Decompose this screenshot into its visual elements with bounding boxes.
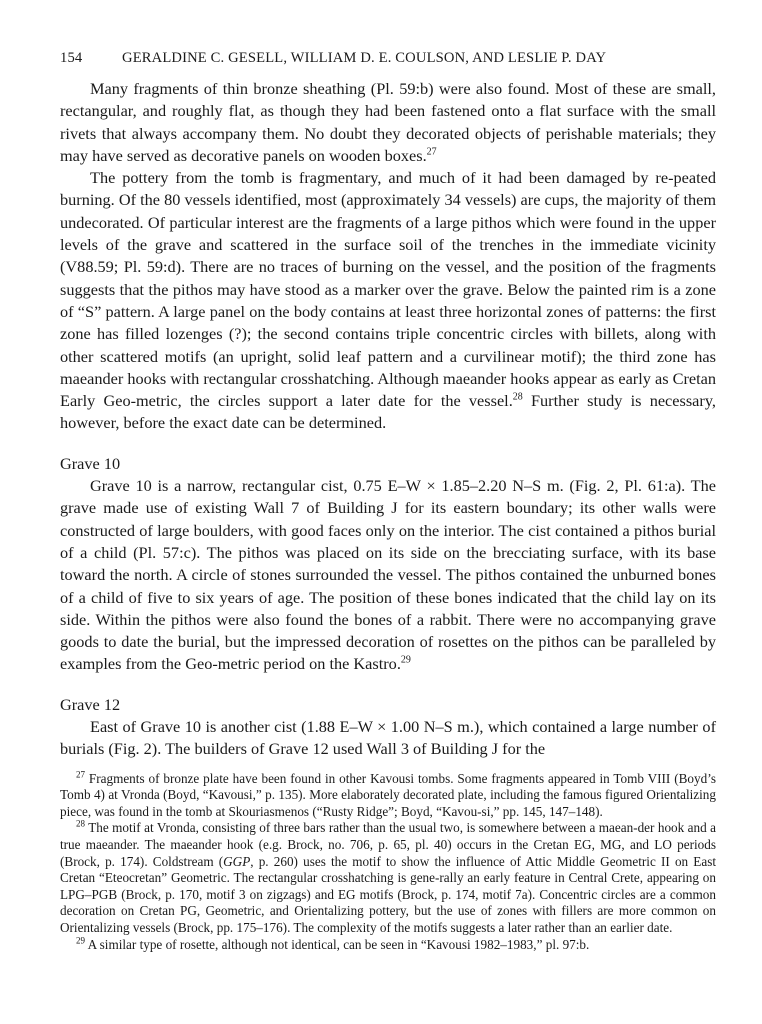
paragraph-pottery [60,167,716,435]
page-number: 154 [60,50,83,66]
paragraph-grave-12 [60,716,716,761]
footnote-text: The motif at Vronda, consisting of three bars rather than the usual two, is somewhere between a maean-der hook and a true maeander. The maeander hook (e.g. Brock, no. 706, p. 65, pl. 40) occurs in the Cretan EG, MG, and LO periods (Brock, p. 174). Coldstream ( [60,820,716,869]
paragraph-text-tail: Further study is necessary, however, before the exact date can be determined. [60,391,716,433]
running-head-authors: GERALDINE C. GESELL, WILLIAM D. E. COULSON, AND LESLIE P. DAY [122,50,607,66]
footnote-ref-27[interactable]: 27 [426,146,437,158]
footnote-number: 28 [76,819,85,829]
paragraph-text: East of Grave 10 is another cist (1.88 E–W × 1.00 N–S m.), which contained a large number of burials (Fig. 2). The builders of Grave 12 used Wall 3 of Building J for the [60,717,716,759]
footnote-ref-29[interactable]: 29 [400,655,411,666]
paragraph-text: The pottery from the tomb is fragmentary, and much of it had been damaged by re-peated burning. Of the 80 vessels identified, most (approximately 34 vessels) are cups, the majority of them undecorated. Of particular interest are the fragments of a large pithos which were found in the upper levels of the grave and scattered in the surface soil of the trenches in the immediate vicinity (V88.59; Pl. 59:d). There are no traces of burning on the vessel, and the position of the fragments suggests that the pithos may have stood as a marker over the grave. Below the painted rim is a zone of “S” pattern. A large panel on the body contains at least three horizontal zones of patterns: the first zone has filled lozenges (?); the second contains triple concentric circles with billets, along with other scattered motifs (an upright, solid leaf pattern and a curvilinear motif); the third zone has maeander hooks with rectangular crosshatching. Although maeander hooks appear as early as Cretan Early Geo-metric, the circles support a later date for the vessel. [60,168,716,411]
page [60,48,716,953]
footnote-number: 29 [76,935,85,946]
section-heading-grave-10: Grave 10 [60,453,121,473]
footnote-text: Fragments of bronze plate have been found in other Kavousi tombs. Some fragments appeared in Tomb VIII (Boyd’s Tomb 4) at Vronda (Boyd, “Kavousi,” p. 135). More elaborately decorated plate, including the famous figured Orientalizing piece, was found in the tomb at Skouriasmenos (“Rusty Ridge”; Boyd, “Kavou-si,” pp. 145, 147–148). [60,770,716,819]
footnote-29 [60,937,716,954]
section-heading-grave-12: Grave 12 [60,694,121,714]
running-header [60,48,716,68]
paragraph-text: Many fragments of thin bronze sheathing (Pl. 59:b) were also found. Most of these are small, rectangular, and roughly flat, as though they had been fastened onto a flat surface with the small rivets that always accompany them. No doubt they decorated objects of perishable materials; they may have served as decorative panels on wooden boxes. [60,79,716,165]
paragraph-grave-10 [60,475,716,676]
footnote-number: 27 [76,769,85,780]
footnote-27 [60,771,716,821]
footnotes [60,771,716,954]
footnote-ref-28[interactable]: 28 [512,391,523,403]
footnote-italic-title: GGP [223,853,251,869]
footnote-text: A similar type of rosette, although not identical, can be seen in “Kavousi 1982–1983,” pl. 97:b. [85,936,590,952]
footnote-text-continued: , p. 260) uses the motif to show the influence of Attic Middle Geometric II on East Cretan “Eteocretan” Geometric. The rectangular crosshatching is gene-rally an early feature in Central Crete, appearing on LPG–PGB (Brock, p. 170, motif 3 on zigzags) and EG motifs (Brock, p. 174, motif 7a). Concentric circles are a common decoration on Cretan PG, Geometric, and Orientalizing pottery, but the use of zones with fillers are more common on Orientalizing vessels (Brock, pp. 175–176). The complexity of the motifs suggests a later rather than an earlier date. [60,853,716,935]
footnote-28 [60,820,716,936]
paragraph-bronze-sheathing [60,78,716,167]
paragraph-text: Grave 10 is a narrow, rectangular cist, 0.75 E–W × 1.85–2.20 N–S m. (Fig. 2, Pl. 61:a). The grave made use of existing Wall 7 of Building J for its eastern boundary; its other walls were constructed of large boulders, with good faces only on the interior. The cist contained a pithos burial of a child (Pl. 57:c). The pithos was placed on its side on the brecciating surface, with its base toward the north. A circle of stones surrounded the vessel. The pithos contained the unburned bones of a child of five to six years of age. The position of these bones indicated that the child lay on its side. Within the pithos were also found the bones of a rabbit. There were no accompanying grave goods to date the burial, but the impressed decoration of rosettes on the pithos can be paralleled by examples from the Geo-metric period on the Kastro. [60,476,716,674]
